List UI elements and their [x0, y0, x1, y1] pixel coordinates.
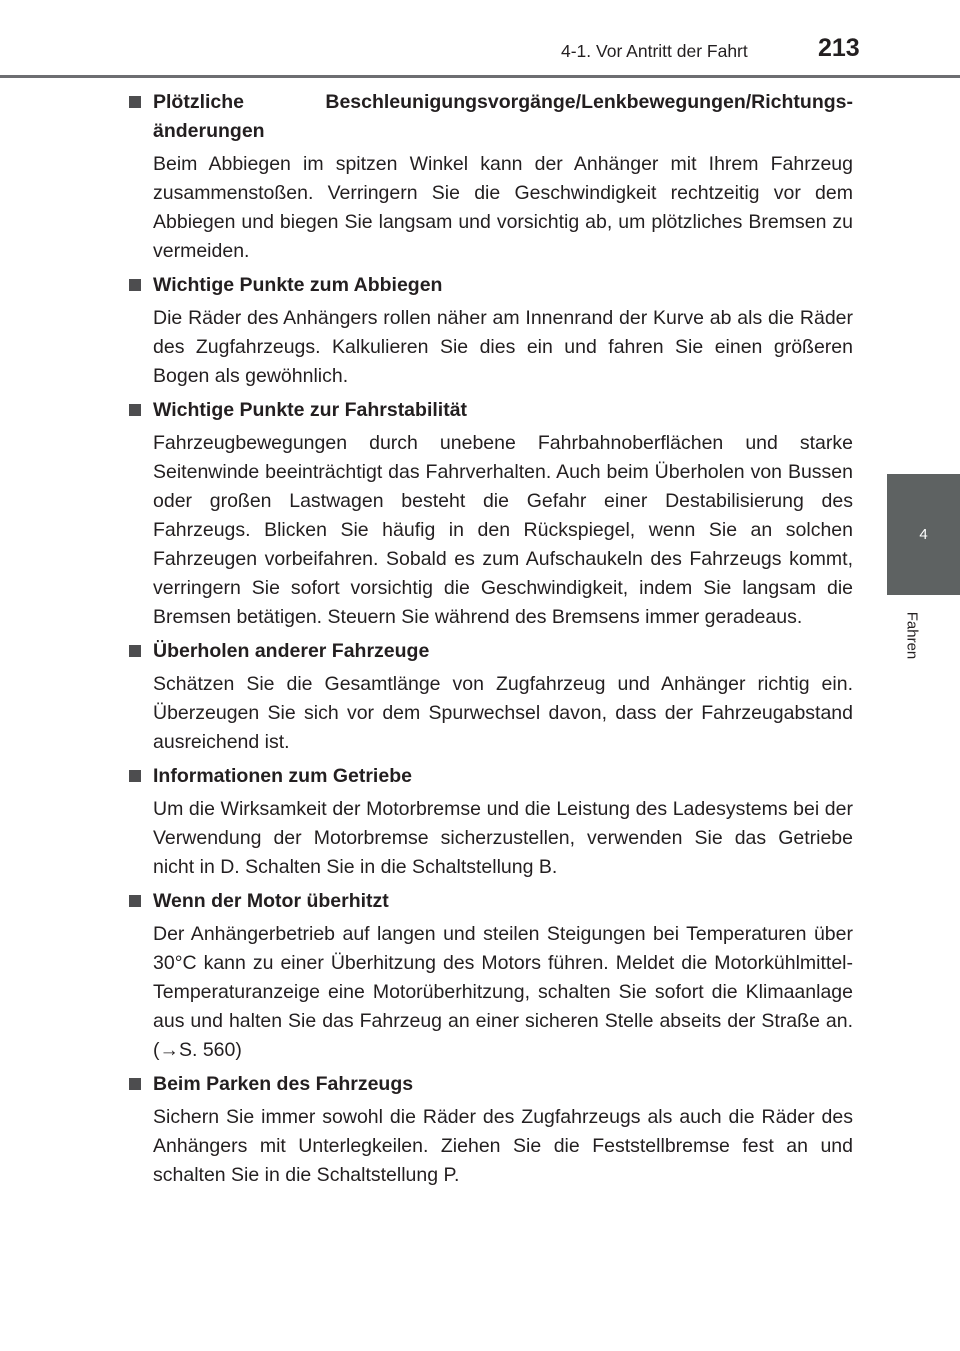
section-heading-text: Informationen zum Getriebe: [153, 765, 412, 787]
section-heading-text: Überholen anderer Fahrzeuge: [153, 640, 430, 662]
square-bullet-icon: [129, 96, 141, 108]
section-heading-text: Wichtige Punkte zur Fahrstabilität: [153, 399, 468, 421]
section-heading-text: Plötzliche Beschleunigungsvorgänge/Lenkbewegungen/Richtungsänderungen: [153, 91, 853, 142]
section-body: Die Räder des Anhängers rollen näher am Innenrand der Kurve ab als die Räder des Zugfahrzeugs. Kalkulieren Sie dies ein und fahren Sie einen größeren Bogen als gewöhnlich.: [153, 307, 853, 387]
section-body: Fahrzeugbewegungen durch unebene Fahrbahnoberflächen und starke Seitenwinde beeinträchtigt das Fahrverhalten. Auch beim Überholen von Bussen oder großen Lastwagen besteht die Gefahr einer Destabilisierung des Fahrzeugs. Blicken Sie häufig in den Rückspiegel, wenn Sie an solchen Fahrzeugen vorbeifahren. Sobald es zum Aufschaukeln des Fahrzeugs kommt, verringern Sie sofort vorsichtig die Geschwindigkeit, indem Sie langsam die Bremsen betätigen. Steuern Sie während des Bremsens immer geradeaus.: [153, 432, 853, 628]
section-body: Um die Wirksamkeit der Motorbremse und die Leistung des Ladesystems bei der Verwendung der Motorbremse sicherzustellen, verwenden Sie das Getriebe nicht in D. Schalten Sie in die Schaltstellung B.: [153, 798, 853, 878]
section-body: Der Anhängerbetrieb auf langen und steilen Steigungen bei Temperaturen über 30°C kann zu einer Überhitzung des Motors führen. Meldet die Motorkühlmittel-Temperaturanzeige eine Motorüberhitzung, schalten Sie sofort die Klimaanlage aus und halten Sie das Fahrzeug an einer sicheren Stelle abseits der Straße an. (→S. 560): [153, 923, 853, 1061]
section-body: Beim Abbiegen im spitzen Winkel kann der Anhänger mit Ihrem Fahrzeug zusammenstoßen. Verringern Sie die Geschwindigkeit rechtzeitig vor dem Abbiegen und biegen Sie langsam und vorsichtig ab, um plötzliches Bremsen zu vermeiden.: [153, 153, 853, 262]
section-body: Schätzen Sie die Gesamtlänge von Zugfahrzeug und Anhänger richtig ein. Überzeugen Sie sich vor dem Spurwechsel davon, dass der Fahrzeugabstand ausreichend ist.: [153, 673, 853, 753]
section: [128, 88, 853, 266]
section: [128, 271, 853, 391]
chapter-tab: [887, 474, 960, 595]
square-bullet-icon: [129, 1078, 141, 1090]
section-heading: [128, 762, 853, 791]
chapter-label-container: [892, 600, 932, 670]
square-bullet-icon: [129, 645, 141, 657]
section: [128, 887, 853, 1065]
section: [128, 762, 853, 882]
page-number: 213: [818, 34, 860, 62]
section-heading-text: Wichtige Punkte zum Abbiegen: [153, 274, 443, 296]
section-heading-text: Beim Parken des Fahrzeugs: [153, 1073, 414, 1095]
square-bullet-icon: [129, 404, 141, 416]
section-heading: [128, 271, 853, 300]
section: [128, 1070, 853, 1190]
chapter-label: Fahren: [903, 611, 921, 659]
section-heading-text: Wenn der Motor überhitzt: [153, 890, 389, 912]
section-heading: [128, 396, 853, 425]
square-bullet-icon: [129, 770, 141, 782]
section-heading: [128, 637, 853, 666]
square-bullet-icon: [129, 279, 141, 291]
section: [128, 637, 853, 757]
page-content: [128, 88, 853, 1195]
section-title: 4-1. Vor Antritt der Fahrt: [561, 41, 748, 61]
square-bullet-icon: [129, 895, 141, 907]
header-rule: [0, 75, 960, 78]
section-heading: [128, 1070, 853, 1099]
section-heading: [128, 88, 853, 146]
section-body: Sichern Sie immer sowohl die Räder des Zugfahrzeugs als auch die Räder des Anhängers mit Unterlegkeilen. Ziehen Sie die Feststellbremse fest an und schalten Sie in die Schaltstellung P.: [153, 1106, 853, 1186]
section-heading: [128, 887, 853, 916]
chapter-number: 4: [919, 526, 928, 543]
section: [128, 396, 853, 632]
